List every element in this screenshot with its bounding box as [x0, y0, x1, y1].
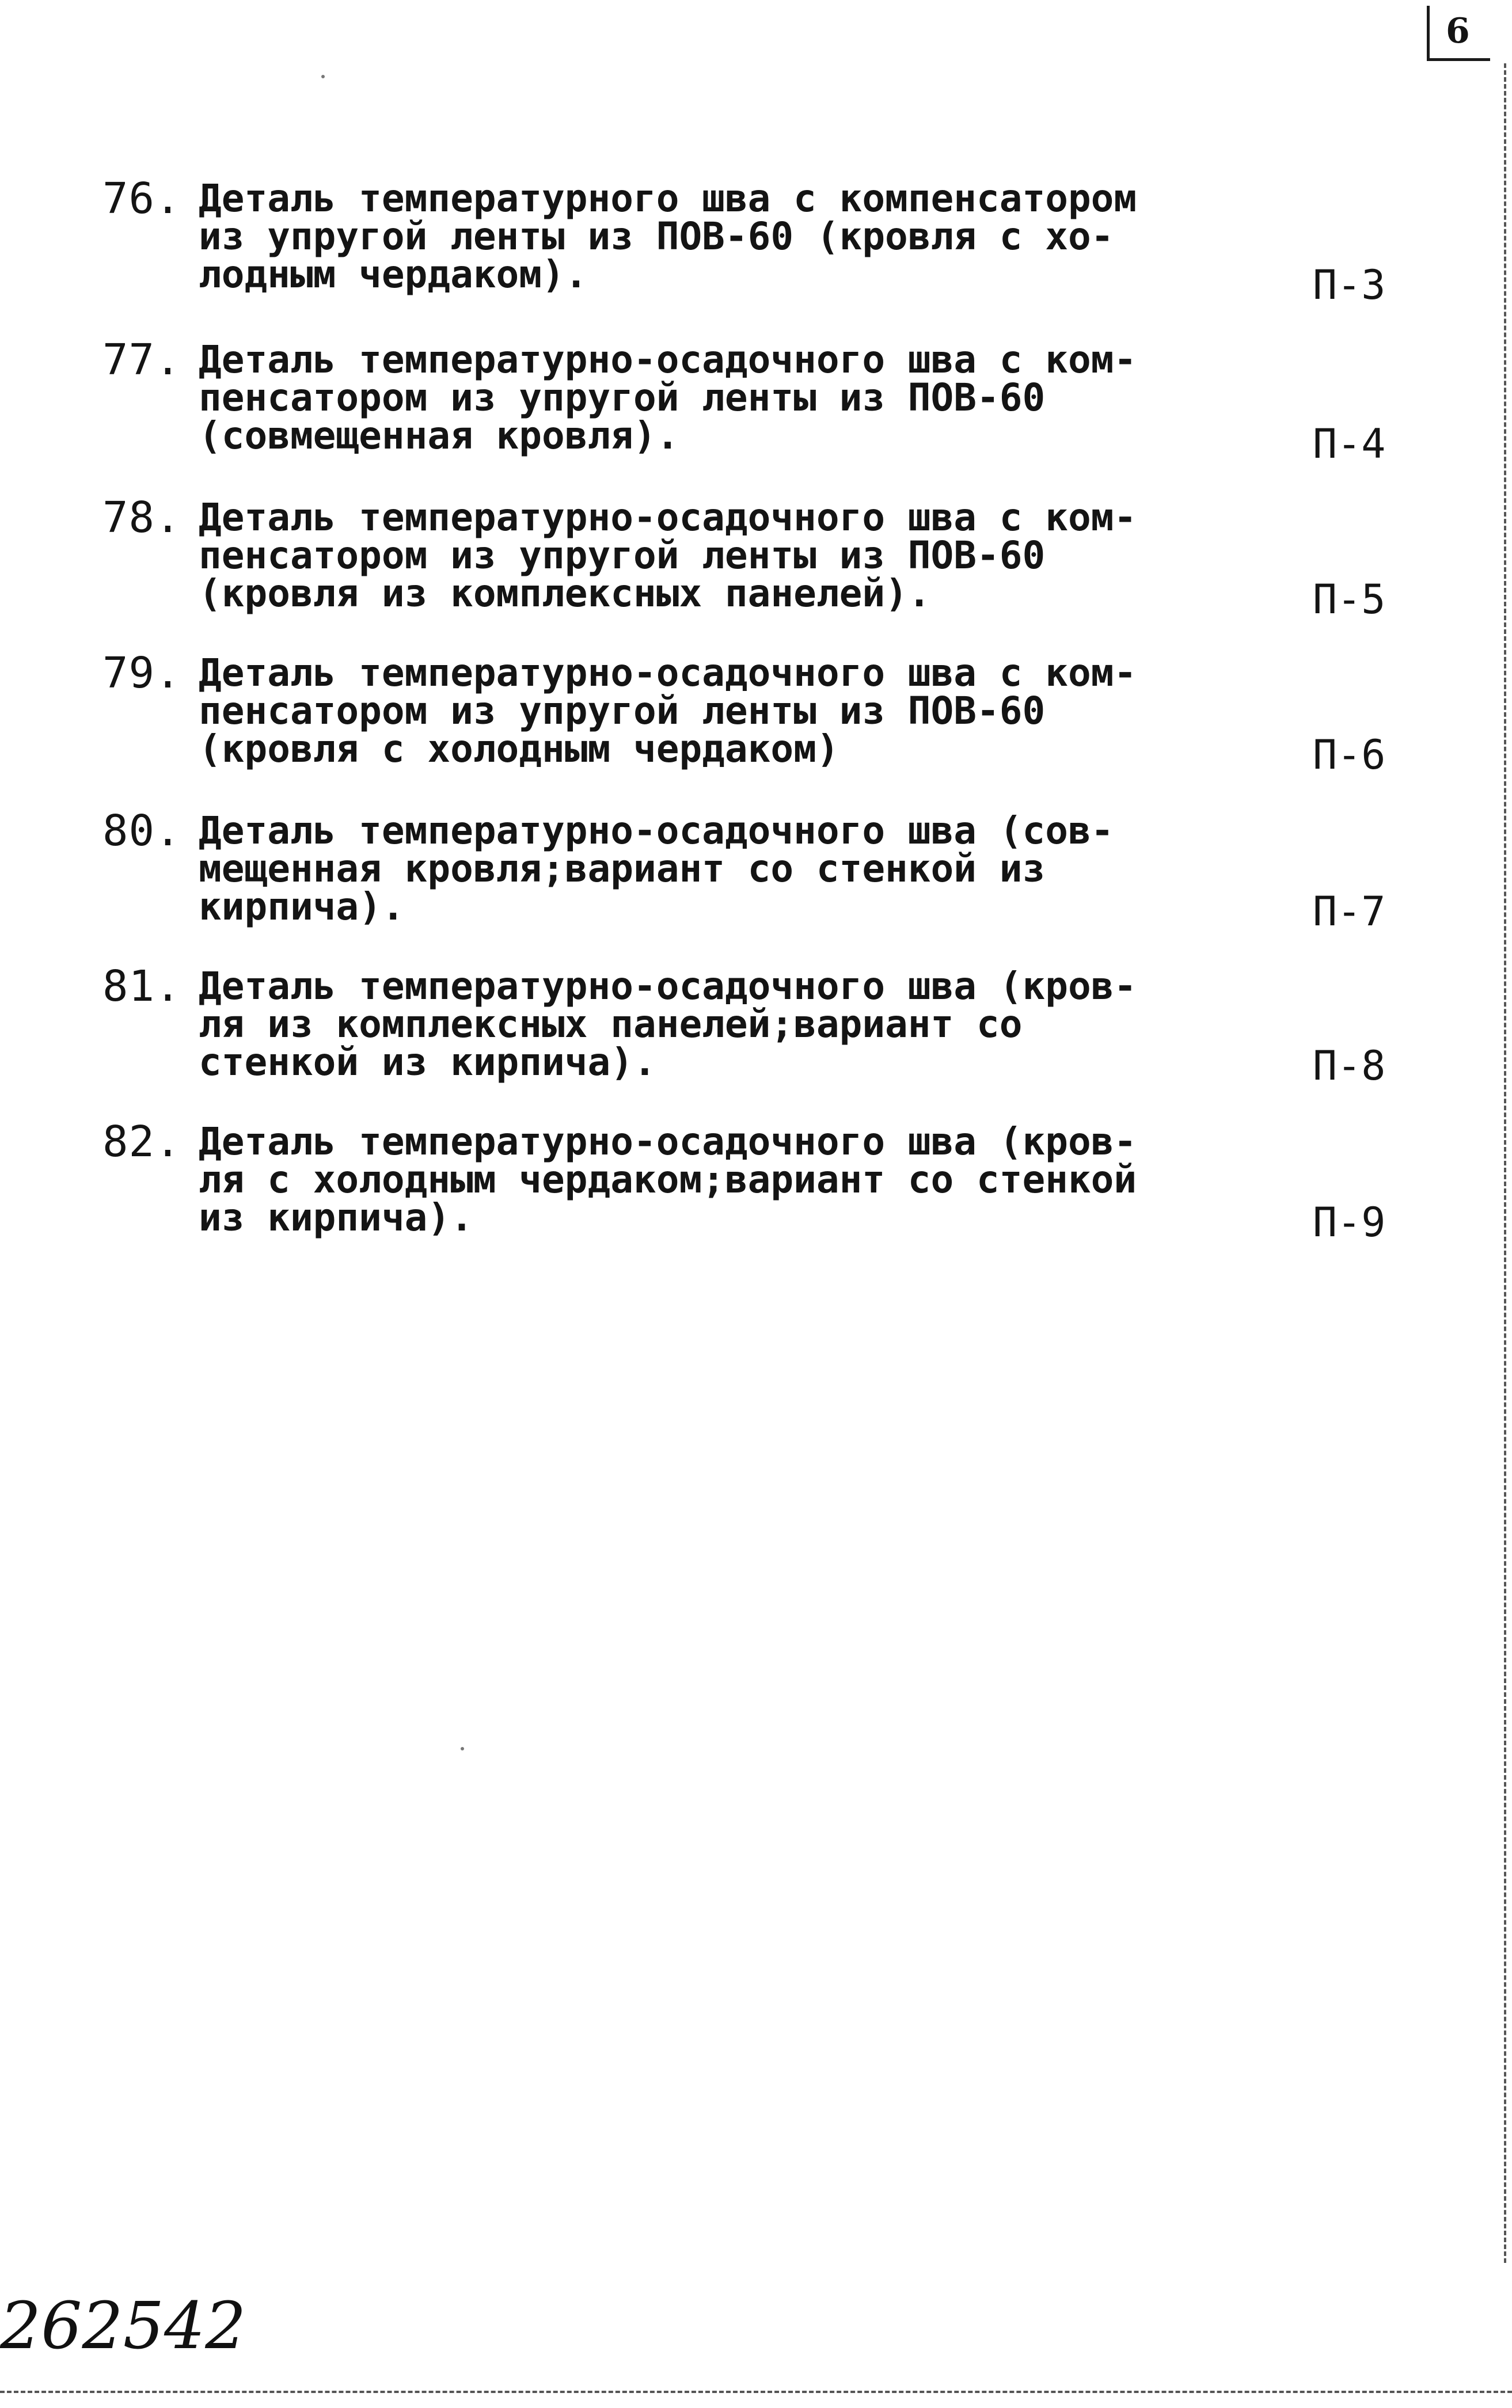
item-number: 81. [102, 962, 181, 1011]
item-sheet-code: П-5 [1313, 576, 1386, 623]
item-number: 77. [102, 335, 181, 385]
item-sheet-code: П-4 [1313, 420, 1386, 468]
right-border-line [1504, 63, 1506, 2263]
speck-mark [461, 1747, 464, 1750]
handwritten-stock-number: 262542 [0, 2289, 246, 2364]
bottom-border-line [0, 2391, 1512, 2393]
item-number: 80. [102, 806, 181, 856]
item-title: Деталь температурно-осадочного шва (сов- мещенная кровля;вариант со стенкой из кирпича). [199, 808, 1114, 929]
item-number: 78. [102, 493, 181, 542]
item-sheet-code: П-8 [1313, 1042, 1386, 1089]
item-number: 82. [102, 1117, 181, 1167]
item-title: Деталь температурно-осадочного шва (кров- ля с холодным чердаком;вариант со стенкой из кирпича). [199, 1119, 1137, 1240]
page-number-box [1427, 6, 1490, 61]
item-sheet-code: П-7 [1313, 888, 1386, 935]
item-title: Деталь температурно-осадочного шва с ком- пенсатором из упругой ленты из ПОВ-60 (совмещенная кровля). [199, 337, 1137, 458]
item-sheet-code: П-6 [1313, 731, 1386, 778]
item-number: 76. [102, 174, 181, 223]
item-sheet-code: П-3 [1313, 261, 1386, 309]
item-number: 79. [102, 648, 181, 698]
item-title: Деталь температурно-осадочного шва с ком- пенсатором из упругой ленты из ПОВ-60 (кровля из комплексных панелей). [199, 495, 1137, 616]
item-sheet-code: П-9 [1313, 1199, 1386, 1246]
speck-mark [321, 75, 325, 78]
item-title: Деталь температурно-осадочного шва (кров- ля из комплексных панелей;вариант со стенкой из кирпича). [199, 964, 1137, 1084]
item-title: Деталь температурно-осадочного шва с ком- пенсатором из упругой ленты из ПОВ-60 (кровля с холодным чердаком) [199, 651, 1137, 771]
item-title: Деталь температурного шва с компенсатором из упругой ленты из ПОВ-60 (кровля с хо- лодным чердаком). [199, 176, 1137, 297]
page-number: 6 [1446, 11, 1470, 51]
